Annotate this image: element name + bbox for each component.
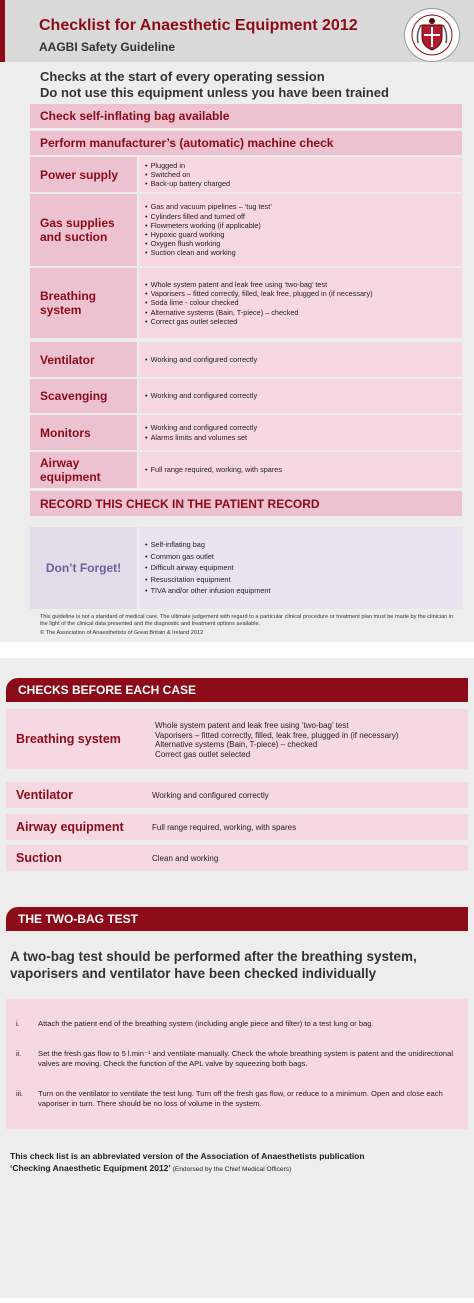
suction-case-row [6,845,468,871]
copyright-text: © The Association of Anaesthetists of Great Britain & Ireland 2012 [40,630,204,636]
footer-line-1: This check list is an abbreviated version of the Association of Anaesthetists publication [10,1151,365,1161]
checks-before-each-case-heading: CHECKS BEFORE EACH CASE [6,678,468,702]
list-item: Correct gas outlet selected [155,749,251,759]
airway-equipment-case-label: Airway equipment [16,820,124,834]
endorsement-note: (Endorsed by the Chief Medical Officers) [172,1166,292,1173]
gas-supplies-items [139,194,462,266]
gas-supplies-label: Gas supplies and suction [30,194,137,266]
list-item: • Back-up battery charged [145,179,462,188]
step-text: Turn on the ventilator to ventilate the test lung. Turn off the fresh gas flow, or reduce to a minimum. Open and close each vaporiser in turn. There should be no loss of volume in the system. [38,1089,443,1108]
list-item: Vaporisers – fitted correctly, filled, leak free, plugged in (if necessary) [155,730,399,740]
step-number: iii. [16,1089,24,1098]
list-item: • Correct gas outlet selected [145,317,462,326]
page-subtitle: AAGBI Safety Guideline [39,40,176,54]
breathing-system-case-label: Breathing system [16,732,121,746]
step-number: ii. [16,1049,22,1058]
two-bag-step [16,1089,462,1109]
intro-line-1: Checks at the start of every operating session [40,69,325,84]
breathing-system-case-items [155,721,398,759]
ventilator-case-label: Ventilator [16,788,73,802]
list-item: • Hypoxic guard working [145,230,462,239]
dont-forget-items [139,527,462,609]
checklist-card [0,0,474,642]
breathing-system-items [139,268,462,338]
machine-check-row: Perform manufacturer’s (automatic) machine check [30,131,462,155]
list-item: • Full range required, working, with spares [145,465,462,474]
ventilator-case-row [6,782,468,808]
two-bag-step [16,1049,462,1069]
scavenging-items [139,379,462,413]
scavenging-row [30,379,462,413]
list-item: • Suction clean and working [145,248,462,257]
gas-supplies-row [30,194,462,266]
list-item: • Alternative systems (Bain, T-piece) – checked [145,308,462,317]
dont-forget-label: Don’t Forget! [30,527,137,609]
airway-equipment-row [30,452,462,488]
footer-line-2 [10,1163,291,1173]
power-supply-label: Power supply [30,157,137,192]
power-supply-items [139,157,462,192]
scavenging-label: Scavenging [30,379,137,413]
breathing-system-label: Breathing system [30,268,137,338]
list-item: • Soda lime - colour checked [145,298,462,307]
checklist-header [0,0,474,62]
airway-equipment-items [139,452,462,488]
disclaimer-text: This guideline is not a standard of medical care. The ultimate judgement with regard to a particular clinical procedure or treatment plan must be made by the clinician in the light of the clinical data presented and the diagnostic and treatment options available. [40,614,454,627]
list-item: • Vaporisers – fitted correctly, filled, leak free, plugged in (if necessary) [145,289,462,298]
list-item: • Difficult airway equipment [145,562,462,574]
power-supply-row [30,157,462,192]
breathing-system-case-row [6,709,468,769]
list-item: • Resuscitation equipment [145,574,462,586]
list-item: • Switched on [145,170,462,179]
list-item: • Oxygen flush working [145,239,462,248]
step-text: Set the fresh gas flow to 5 l.min⁻¹ and ventilate manually. Check the whole breathing system is patent and the unidirectional valves are moving. Check the function of the APL valve by squeezing both bags. [38,1049,454,1068]
monitors-row [30,415,462,450]
list-item: • Working and configured correctly [145,423,462,432]
check-bag-row: Check self-inflating bag available [30,104,462,128]
ventilator-row [30,342,462,377]
airway-equipment-case-value: Full range required, working, with spares [152,823,297,832]
list-item: • Plugged in [145,161,462,170]
list-item: • Working and configured correctly [145,391,462,400]
list-item: • TIVA and/or other infusion equipment [145,585,462,597]
list-item: • Gas and vacuum pipelines – ‘tug test’ [145,202,462,211]
step-text: Attach the patient end of the breathing system (including angle piece and filter) to a test lung or bag. [38,1019,374,1028]
list-item: • Cylinders filled and turned off [145,212,462,221]
list-item: Alternative systems (Bain, T-piece) – checked [155,740,318,749]
list-item: • Common gas outlet [145,551,462,563]
two-bag-test-title: A two-bag test should be performed after the breathing system, vaporisers and ventilator have been checked individually [10,949,417,981]
ventilator-label: Ventilator [30,342,137,377]
page-title: Checklist for Anaesthetic Equipment 2012 [39,17,358,34]
suction-case-label: Suction [16,851,62,865]
airway-equipment-label: Airway equipment [30,452,137,488]
checks-before-each-case-card [0,658,474,1298]
intro-line-2: Do not use this equipment unless you have been trained [40,85,389,100]
two-bag-test-heading: THE TWO-BAG TEST [6,907,468,931]
monitors-label: Monitors [30,415,137,450]
publication-title: ‘Checking Anaesthetic Equipment 2012’ [10,1163,171,1173]
monitors-items [139,415,462,450]
list-item: • Working and configured correctly [145,355,462,364]
aagbi-crest-logo [404,8,460,62]
suction-case-value: Clean and working [152,854,219,863]
dont-forget-row [30,527,462,609]
airway-equipment-case-row [6,814,468,840]
list-item: Whole system patent and leak free using ‘two-bag’ test [155,721,349,730]
ventilator-case-value: Working and configured correctly [152,791,269,800]
list-item: • Alarms limits and volumes set [145,433,462,442]
breathing-system-row [30,268,462,338]
two-bag-step [16,1019,462,1029]
step-number: i. [16,1019,20,1028]
list-item: • Whole system patent and leak free using ‘two-bag’ test [145,280,462,289]
list-item: • Flowmeters working (if applicable) [145,221,462,230]
list-item: • Self-inflating bag [145,539,462,551]
header-accent-bar [0,0,5,62]
ventilator-items [139,342,462,377]
two-bag-steps-panel [6,999,468,1129]
record-check-row: RECORD THIS CHECK IN THE PATIENT RECORD [30,491,462,516]
